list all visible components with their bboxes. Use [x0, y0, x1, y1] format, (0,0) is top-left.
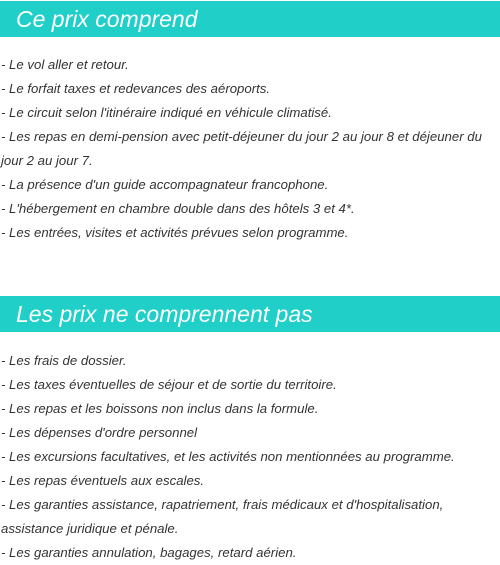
price-excludes-heading: Les prix ne comprennent pas	[0, 296, 500, 332]
list-item: - Les excursions facultatives, et les activités non mentionnées au programme.	[1, 449, 455, 464]
price-excludes-list	[0, 349, 500, 565]
list-item: - Les taxes éventuelles de séjour et de sortie du territoire.	[1, 377, 337, 392]
price-includes-section	[0, 1, 500, 245]
list-item: - La présence d'un guide accompagnateur francophone.	[1, 177, 329, 192]
list-item: - Les repas et les boissons non inclus dans la formule.	[1, 401, 319, 416]
list-item: - Le forfait taxes et redevances des aéroports.	[1, 81, 271, 96]
list-item: - Le circuit selon l'itinéraire indiqué en véhicule climatisé.	[1, 105, 332, 120]
list-item: - Les entrées, visites et activités prévues selon programme.	[1, 225, 349, 240]
price-excludes-section	[0, 296, 500, 565]
list-item: - Le vol aller et retour.	[1, 57, 129, 72]
list-item: - Les frais de dossier.	[1, 353, 127, 368]
price-includes-list	[0, 53, 500, 245]
list-item: - Les garanties assistance, rapatriement, frais médicaux et d'hospitalisation, assistance juridique et pénale.	[1, 497, 444, 536]
price-includes-heading: Ce prix comprend	[0, 1, 500, 37]
list-item: - L'hébergement en chambre double dans des hôtels 3 et 4*.	[1, 201, 355, 216]
list-item: - Les repas en demi-pension avec petit-déjeuner du jour 2 au jour 8 et déjeuner du jour 2 au jour 7.	[1, 129, 482, 168]
list-item: - Les dépenses d'ordre personnel	[1, 425, 198, 440]
list-item: - Les garanties annulation, bagages, retard aérien.	[1, 545, 297, 560]
list-item: - Les repas éventuels aux escales.	[1, 473, 205, 488]
